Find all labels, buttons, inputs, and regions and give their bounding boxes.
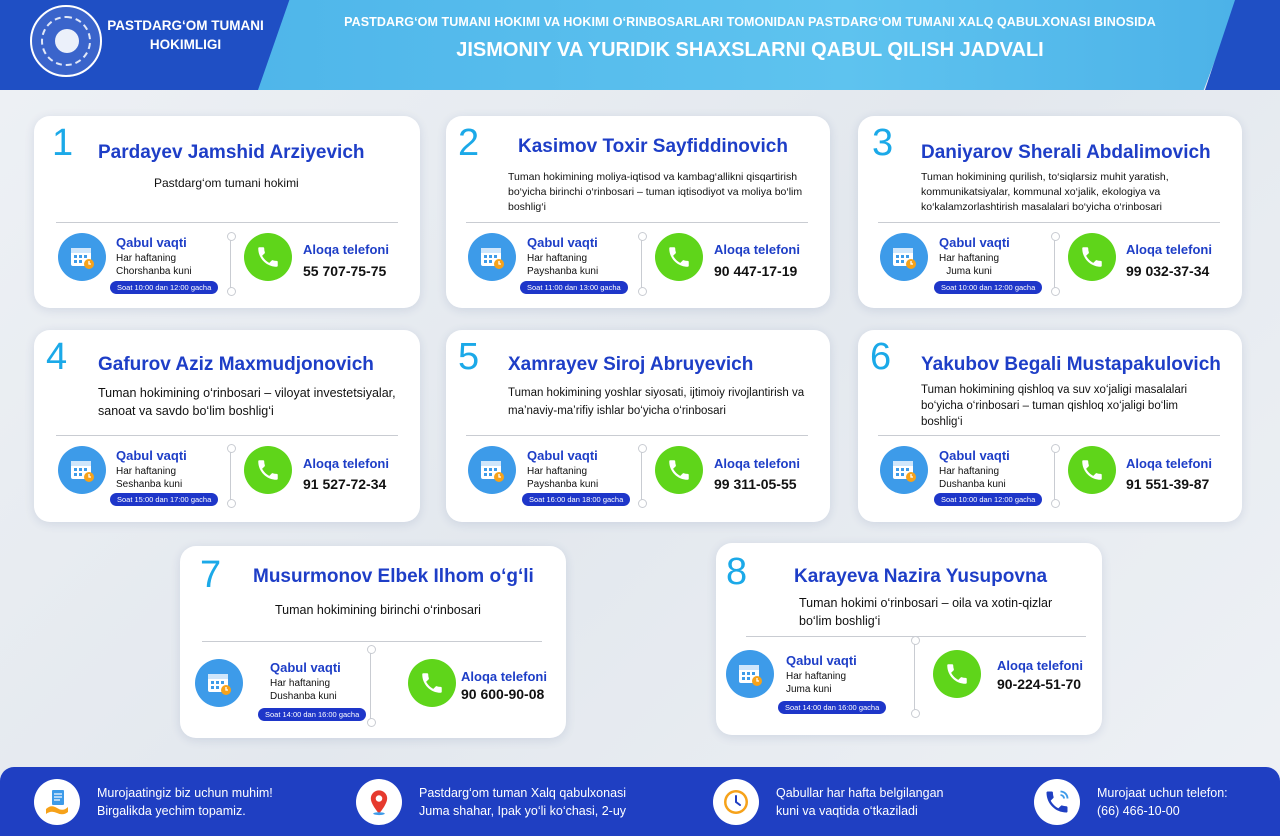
separator bbox=[1054, 236, 1055, 292]
footer-contact: Murojaat uchun telefon: (66) 466-10-00 bbox=[1097, 786, 1228, 818]
divider bbox=[56, 222, 398, 223]
official-position: Tuman hokimining qurilish, to‘siqlarsiz muhit yaratish, kommunikatsiyalar, kommunal xo‘jalik, ekologiya va ko‘kalamzorlashtirish masalalari bo‘yicha o‘rinbosari bbox=[921, 171, 1169, 213]
separator bbox=[370, 649, 371, 723]
phone-number[interactable]: 90-224-51-70 bbox=[997, 676, 1082, 692]
official-card bbox=[446, 116, 830, 308]
official-position: Tuman hokimining yoshlar siyosati, ijtimoiy rivojlantirish va ma’naviy-ma’rifiy ishlar bo‘yicha o‘rinbosari bbox=[508, 387, 805, 417]
card-number: 1 bbox=[52, 122, 74, 164]
official-name: Karayeva Nazira Yusupovna bbox=[794, 566, 1048, 587]
phone-icon bbox=[655, 446, 703, 494]
calendar-icon bbox=[58, 233, 106, 281]
divider bbox=[202, 641, 542, 642]
footer-message: Murojaatingiz biz uchun muhim! Birgalikda yechim topamiz. bbox=[97, 786, 273, 818]
calendar-icon bbox=[58, 446, 106, 494]
calendar-icon bbox=[468, 446, 516, 494]
reception-day: Har haftaning Juma kuni bbox=[939, 253, 1000, 277]
reception-label: Qabul vaqti bbox=[527, 235, 598, 250]
official-card bbox=[34, 330, 420, 522]
footer-bar bbox=[0, 767, 1280, 836]
official-card bbox=[716, 543, 1102, 735]
location-pin-icon bbox=[356, 779, 402, 825]
divider bbox=[878, 435, 1220, 436]
official-position: Tuman hokimining qishloq va suv xo‘jaligi masalalari bo‘yicha o‘rinbosari – tuman qishloq xo‘jaligi bo‘lim boshlig‘i bbox=[921, 384, 1188, 428]
phone-number[interactable]: 90 447-17-19 bbox=[714, 263, 798, 279]
phone-call-icon bbox=[1034, 779, 1080, 825]
calendar-icon bbox=[195, 659, 243, 707]
official-card bbox=[858, 116, 1242, 308]
phone-number[interactable]: 99 032-37-34 bbox=[1126, 263, 1210, 279]
reception-time-badge: Soat 14:00 dan 16:00 gacha bbox=[778, 701, 886, 714]
official-card bbox=[180, 546, 566, 738]
phone-label: Aloqa telefoni bbox=[714, 242, 800, 257]
reception-day: Har haftaning Chorshanba kuni bbox=[116, 253, 192, 277]
phone-number[interactable]: 91 527-72-34 bbox=[303, 476, 387, 492]
state-emblem-icon bbox=[30, 5, 102, 77]
phone-label: Aloqa telefoni bbox=[1126, 242, 1212, 257]
calendar-icon bbox=[726, 650, 774, 698]
reception-time-badge: Soat 15:00 dan 17:00 gacha bbox=[110, 493, 218, 506]
page-title: JISMONIY VA YURIDIK SHAXSLARNI QABUL QILISH JADVALI bbox=[456, 39, 1044, 61]
reception-day: Har haftaning Payshanba kuni bbox=[527, 253, 599, 277]
header-subtitle: PASTDARG‘OM TUMANI HOKIMI VA HOKIMI O‘RINBOSARLARI TOMONIDAN PASTDARG‘OM TUMANI XALQ QABULXONASI BINOSIDA bbox=[344, 15, 1156, 29]
official-name: Gafurov Aziz Maxmudjonovich bbox=[98, 354, 374, 375]
phone-label: Aloqa telefoni bbox=[714, 456, 800, 471]
reception-day: Har haftaning Dushanba kuni bbox=[939, 466, 1006, 490]
phone-icon bbox=[244, 233, 292, 281]
phone-icon bbox=[655, 233, 703, 281]
divider bbox=[56, 435, 398, 436]
phone-label: Aloqa telefoni bbox=[303, 456, 389, 471]
official-name: Musurmonov Elbek Ilhom o‘g‘li bbox=[253, 566, 534, 587]
official-position: Tuman hokimining o‘rinbosari – viloyat investetsiyalar, sanoat va savdo bo‘lim boshlig‘i bbox=[98, 386, 396, 418]
reception-day: Har haftaning Seshanba kuni bbox=[116, 466, 183, 490]
footer-schedule-note: Qabullar har hafta belgilangan kuni va vaqtida o‘tkaziladi bbox=[776, 786, 944, 818]
separator bbox=[641, 236, 642, 292]
phone-icon bbox=[408, 659, 456, 707]
phone-label: Aloqa telefoni bbox=[303, 242, 389, 257]
official-position: Tuman hokimi o‘rinbosari – oila va xotin-qizlar bo‘lim boshlig‘i bbox=[799, 596, 1053, 628]
official-position: Pastdarg‘om tumani hokimi bbox=[154, 176, 299, 190]
reception-day: Har haftaning Payshanba kuni bbox=[527, 466, 599, 490]
reception-time-badge: Soat 16:00 dan 18:00 gacha bbox=[522, 493, 630, 506]
card-number: 8 bbox=[726, 551, 748, 593]
official-name: Xamrayev Siroj Abruyevich bbox=[508, 354, 754, 375]
divider bbox=[466, 435, 808, 436]
handshake-document-icon bbox=[34, 779, 80, 825]
header-banner bbox=[0, 0, 1280, 90]
reception-time-badge: Soat 11:00 dan 13:00 gacha bbox=[520, 281, 628, 294]
separator bbox=[914, 640, 915, 714]
official-name: Yakubov Begali Mustapakulovich bbox=[921, 354, 1221, 375]
calendar-icon bbox=[880, 233, 928, 281]
card-number: 5 bbox=[458, 336, 480, 378]
reception-label: Qabul vaqti bbox=[116, 448, 187, 463]
reception-label: Qabul vaqti bbox=[270, 660, 341, 675]
reception-time-badge: Soat 10:00 dan 12:00 gacha bbox=[110, 281, 218, 294]
official-name: Pardayev Jamshid Arziyevich bbox=[98, 142, 365, 163]
card-number: 6 bbox=[870, 336, 892, 378]
official-card bbox=[446, 330, 830, 522]
phone-icon bbox=[1068, 233, 1116, 281]
card-number: 2 bbox=[458, 122, 480, 164]
official-name: Daniyarov Sherali Abdalimovich bbox=[921, 142, 1211, 163]
reception-label: Qabul vaqti bbox=[786, 653, 857, 668]
calendar-icon bbox=[880, 446, 928, 494]
phone-number[interactable]: 99 311-05-55 bbox=[714, 476, 797, 492]
official-position: Tuman hokimining birinchi o‘rinbosari bbox=[275, 603, 481, 617]
reception-label: Qabul vaqti bbox=[939, 448, 1010, 463]
separator bbox=[1054, 448, 1055, 504]
phone-icon bbox=[244, 446, 292, 494]
phone-number[interactable]: 55 707-75-75 bbox=[303, 263, 387, 279]
divider bbox=[466, 222, 808, 223]
reception-day: Har haftaning Juma kuni bbox=[786, 671, 847, 695]
card-number: 7 bbox=[200, 554, 222, 596]
divider bbox=[878, 222, 1220, 223]
card-number: 3 bbox=[872, 122, 894, 164]
reception-time-badge: Soat 10:00 dan 12:00 gacha bbox=[934, 493, 1042, 506]
official-card bbox=[34, 116, 420, 308]
phone-label: Aloqa telefoni bbox=[1126, 456, 1212, 471]
phone-label: Aloqa telefoni bbox=[461, 669, 547, 684]
reception-label: Qabul vaqti bbox=[939, 235, 1010, 250]
separator bbox=[641, 448, 642, 504]
phone-icon bbox=[1068, 446, 1116, 494]
reception-time-badge: Soat 14:00 dan 16:00 gacha bbox=[258, 708, 366, 721]
phone-label: Aloqa telefoni bbox=[997, 658, 1083, 673]
organization-name: PASTDARG‘OM TUMANI HOKIMLIGI bbox=[107, 18, 264, 52]
official-card bbox=[858, 330, 1242, 522]
card-number: 4 bbox=[46, 336, 68, 378]
footer-address: Pastdarg‘om tuman Xalq qabulxonasi Juma shahar, Ipak yo‘li ko‘chasi, 2-uy bbox=[419, 786, 627, 818]
separator bbox=[230, 448, 231, 504]
reception-label: Qabul vaqti bbox=[527, 448, 598, 463]
reception-label: Qabul vaqti bbox=[116, 235, 187, 250]
reception-day: Har haftaning Dushanba kuni bbox=[270, 678, 337, 702]
official-name: Kasimov Toxir Sayfiddinovich bbox=[518, 136, 788, 157]
official-position: Tuman hokimining moliya-iqtisod va kambag‘allikni qisqartirish bo‘yicha birinchi o‘rinbosari – tuman iqtisodiyot va moliya bo‘lim boshlig‘i bbox=[508, 171, 803, 213]
phone-number[interactable]: 90 600-90-08 bbox=[461, 686, 545, 702]
phone-icon bbox=[933, 650, 981, 698]
reception-time-badge: Soat 10:00 dan 12:00 gacha bbox=[934, 281, 1042, 294]
separator bbox=[230, 236, 231, 292]
calendar-icon bbox=[468, 233, 516, 281]
clock-icon bbox=[713, 779, 759, 825]
phone-number[interactable]: 91 551-39-87 bbox=[1126, 476, 1210, 492]
